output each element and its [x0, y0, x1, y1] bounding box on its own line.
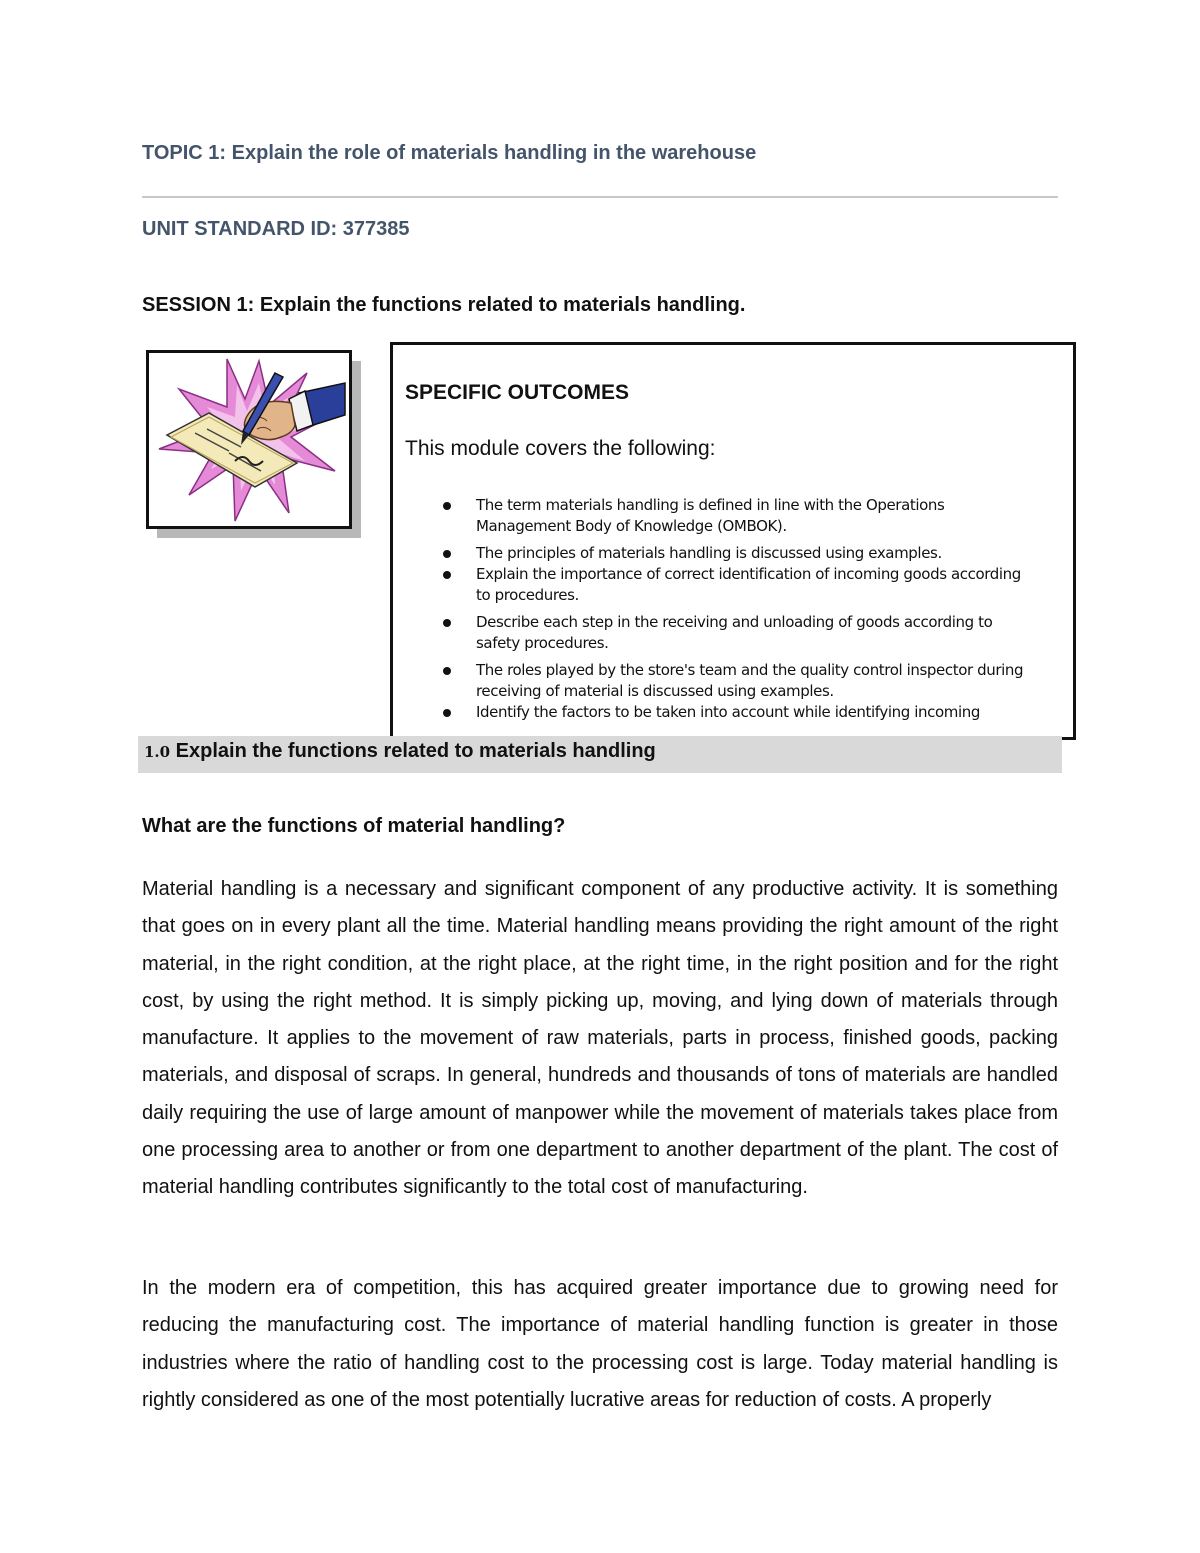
bullet-icon [443, 550, 451, 558]
outcomes-intro: This module covers the following: [405, 437, 716, 460]
bullet-icon [443, 619, 451, 627]
section-number: 1.0 [144, 743, 171, 761]
unit-standard-heading: UNIT STANDARD ID: 377385 [142, 218, 410, 240]
bullet-icon [443, 502, 451, 510]
question-heading: What are the functions of material handling? [142, 815, 566, 837]
outcome-item: The principles of materials handling is discussed using examples. [443, 543, 1033, 564]
outcome-item: Describe each step in the receiving and unloading of goods according to safety procedures. [443, 612, 1033, 654]
section-heading-bar [138, 736, 1062, 773]
section-title-text: Explain the functions related to materials handling [175, 740, 656, 762]
topic-heading: TOPIC 1: Explain the role of materials handling in the warehouse [142, 142, 757, 164]
outcome-item: The term materials handling is defined in line with the Operations Management Body of Knowledge (OMBOK). [443, 495, 1033, 537]
outcomes-title: SPECIFIC OUTCOMES [405, 381, 630, 404]
hand-signing-document-icon [149, 353, 349, 526]
bullet-icon [443, 571, 451, 579]
bullet-icon [443, 667, 451, 675]
body-paragraph: Material handling is a necessary and significant component of any productive activity. It is something that goes on in every plant all the time. Material handling means providing the right amount of the right material, in the right condition, at the right place, at the right time, in the right position and for the right cost, by using the right method. It is simply picking up, moving, and lying down of materials through manufacture. It applies to the movement of raw materials, parts in process, finished goods, packing materials, and disposal of scraps. In general, hundreds and thousands of tons of materials are handled daily requiring the use of large amount of manpower while the movement of materials takes place from one processing area to another or from one department to another department of the plant. The cost of material handling contributes significantly to the total cost of manufacturing. [142, 878, 1058, 1199]
session-heading: SESSION 1: Explain the functions related to materials handling. [142, 294, 746, 316]
section-title [144, 740, 656, 763]
outcome-item: The roles played by the store's team and the quality control inspector during receiving of material is discussed using examples. [443, 660, 1033, 702]
heading-divider [142, 196, 1058, 198]
outcomes-list [443, 495, 1033, 729]
bullet-icon [443, 709, 451, 717]
outcome-item: Identify the factors to be taken into account while identifying incoming [443, 702, 1033, 723]
specific-outcomes-box [390, 342, 1076, 740]
body-paragraph: In the modern era of competition, this has acquired greater importance due to growing need for reducing the manufacturing cost. The importance of material handling function is greater in those industries where the ratio of handling cost to the processing cost is large. Today material handling is rightly considered as one of the most potentially lucrative areas for reduction of costs. A properly [142, 1277, 1058, 1411]
clipart-frame [146, 350, 352, 529]
outcome-item: Explain the importance of correct identification of incoming goods according to procedures. [443, 564, 1033, 606]
